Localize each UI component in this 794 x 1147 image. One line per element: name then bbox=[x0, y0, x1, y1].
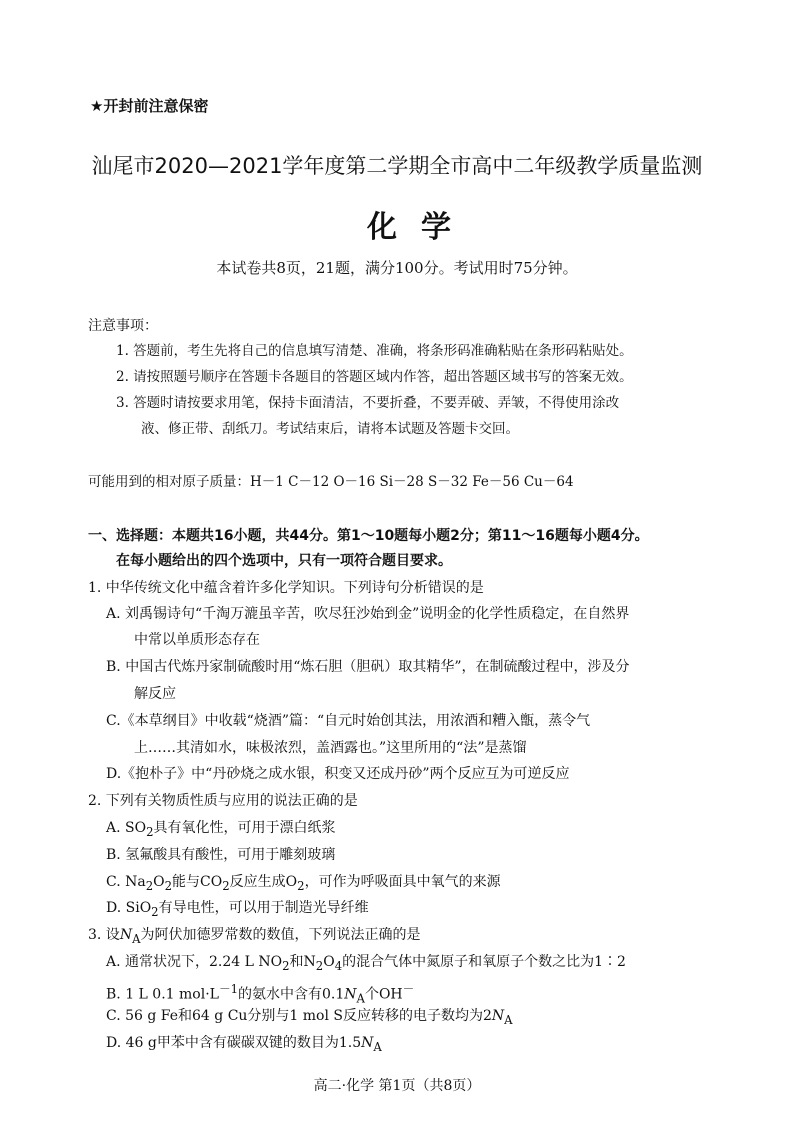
question-2-option-c: C. $Na_2O_2$能与$CO_2$反应生成$O_2$，可作为呼吸面具中氧气的来源 bbox=[106, 874, 501, 893]
exam-title: 汕尾市2020—2021学年度第二学期全市高中二年级教学质量监测 bbox=[91, 154, 703, 178]
atomic-masses: 可能用到的相对原子质量：H－1 C－12 O－16 Si－28 S－32 Fe－56 Cu－64 bbox=[88, 474, 574, 490]
question-1-option-b: B. 中国古代炼丹家制硫酸时用“炼石胆（胆矾）取其精华”，在制硫酸过程中，涉及分 bbox=[106, 659, 630, 675]
question-3-stem: 3. 设$N_A$为阿伏加德罗常数的数值，下列说法正确的是 bbox=[88, 927, 421, 946]
confidential-notice: ★开封前注意保密 bbox=[90, 97, 209, 115]
question-1-option-a: A. 刘禹锡诗句“千淘万漉虽辛苦，吹尽狂沙始到金”说明金的化学性质稳定，在自然界 bbox=[106, 606, 630, 622]
question-2-stem: 2. 下列有关物质性质与应用的说法正确的是 bbox=[88, 793, 358, 809]
question-2-option-a: A. $SO_2$具有氧化性，可用于漂白纸浆 bbox=[106, 820, 336, 839]
question-1-option-d: D.《抱朴子》中“丹砂烧之成水银，积变又还成丹砂”两个反应互为可逆反应 bbox=[106, 766, 570, 782]
question-3-option-a: A. 通常状况下，2.24 L $NO_2$和$N_2O_4$的混合气体中氮原子和氧原子个数之比为1∶2 bbox=[106, 954, 626, 973]
note-3: 3. 答题时请按要求用笔，保持卡面清洁，不要折叠，不要弄破、弄皱，不得使用涂改 bbox=[116, 395, 620, 411]
page-footer: 高二·化学 第1页（共8页） bbox=[313, 1078, 481, 1094]
subject-title: 化学 bbox=[367, 210, 475, 245]
question-3-option-b: B. 1 L 0.1 $mol\cdot L^{-1}$的氨水中含有$0.1N_A$个OH－ bbox=[106, 982, 415, 1006]
notes-heading: 注意事项： bbox=[88, 318, 158, 334]
question-2-option-b: B. 氢氟酸具有酸性，可用于雕刻玻璃 bbox=[106, 847, 336, 863]
section-title: 一、选择题：本题共16小题，共44分。第1～10题每小题2分；第11～16题每小题4分。 bbox=[88, 528, 649, 544]
question-3-option-c: C. 56 g Fe和64 g Cu分别与1 mol S反应转移的电子数均为$2N_A$ bbox=[106, 1008, 513, 1027]
section-title-continued: 在每小题给出的四个选项中，只有一项符合题目要求。 bbox=[116, 553, 452, 569]
question-3-option-d: D. 46 g甲苯中含有碳碳双键的数目为$1.5N_A$ bbox=[106, 1035, 382, 1054]
question-1-option-c-continued: 上……其清如水，味极浓烈，盖酒露也。”这里所用的“法”是蒸馏 bbox=[134, 740, 527, 756]
exam-info: 本试卷共8页，21题，满分100分。考试用时75分钟。 bbox=[216, 259, 578, 277]
question-1-stem: 1. 中华传统文化中蕴含着许多化学知识。下列诗句分析错误的是 bbox=[88, 580, 484, 596]
question-1-option-c: C.《本草纲目》中收载“烧酒”篇：“自元时始创其法，用浓酒和糟入甑，蒸令气 bbox=[106, 713, 591, 729]
question-1-option-a-continued: 中常以单质形态存在 bbox=[134, 632, 260, 648]
question-2-option-d: D. SiO$_2$有导电性，可以用于制造光导纤维 bbox=[106, 900, 369, 919]
note-1: 1. 答题前，考生先将自己的信息填写清楚、准确，将条形码准确粘贴在条形码粘贴处。 bbox=[116, 343, 633, 359]
note-3-continued: 液、修正带、刮纸刀。考试结束后，请将本试题及答题卡交回。 bbox=[141, 421, 519, 437]
question-1-option-b-continued: 解反应 bbox=[134, 686, 176, 702]
note-2: 2. 请按照题号顺序在答题卡各题目的答题区域内作答，超出答题区域书写的答案无效。 bbox=[116, 369, 633, 385]
